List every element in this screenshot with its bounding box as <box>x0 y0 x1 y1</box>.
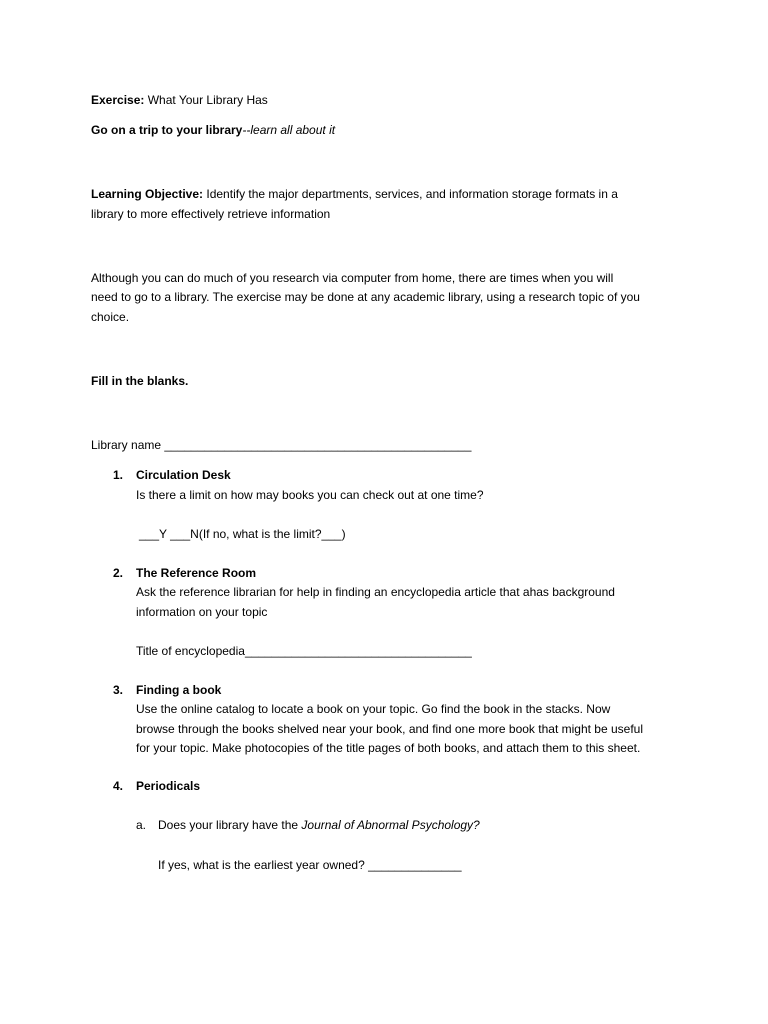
item-number-1: 1. <box>113 468 124 482</box>
objective-line-1 <box>91 186 618 202</box>
reference-text-2: information on your topic <box>136 605 268 619</box>
reference-room-heading: The Reference Room <box>136 566 257 580</box>
intro-line-3: choice. <box>91 310 130 324</box>
circulation-desk-heading: Circulation Desk <box>136 468 231 482</box>
item-number-2: 2. <box>113 566 124 580</box>
library-name-field: Library name ______________________________________________ <box>91 438 472 452</box>
intro-line-1: Although you can do much of you research via computer from home, there are times when you will <box>91 271 614 285</box>
reference-text-1: Ask the reference librarian for help in finding an encyclopedia article that ahas background <box>136 585 615 599</box>
circulation-answer-field: ___Y ___N(If no, what is the limit?___) <box>139 527 346 541</box>
finding-book-text-1: Use the online catalog to locate a book on your topic. Go find the book in the stacks. Now <box>136 702 611 716</box>
sub-item-letter-a: a. <box>136 818 147 832</box>
objective-label: Learning Objective: <box>91 187 204 201</box>
trip-line <box>91 122 335 138</box>
encyclopedia-title-field: Title of encyclopedia__________________________________ <box>136 644 472 658</box>
trip-tagline: --learn all about it <box>242 123 336 137</box>
finding-book-heading: Finding a book <box>136 683 222 697</box>
exercise-title: What Your Library Has <box>147 93 268 107</box>
periodicals-heading: Periodicals <box>136 779 201 793</box>
objective-text-1: Identify the major departments, services, and information storage formats in a <box>206 187 618 201</box>
item-number-3: 3. <box>113 683 124 697</box>
earliest-year-field: If yes, what is the earliest year owned? ______________ <box>158 858 462 872</box>
periodicals-question <box>158 817 480 833</box>
instruction: Fill in the blanks. <box>91 374 189 388</box>
objective-line-2: library to more effectively retrieve information <box>91 207 331 221</box>
exercise-title-line <box>91 92 268 108</box>
finding-book-text-2: browse through the books shelved near your book, and find one more book that might be useful <box>136 722 643 736</box>
item-number-4: 4. <box>113 779 124 793</box>
finding-book-text-3: for your topic. Make photocopies of the title pages of both books, and attach them to this sheet. <box>136 741 641 755</box>
journal-title: Journal of Abnormal Psychology? <box>301 818 480 832</box>
exercise-label: Exercise: <box>91 93 145 107</box>
trip-text: Go on a trip to your library <box>91 123 243 137</box>
circulation-question: Is there a limit on how may books you can check out at one time? <box>136 488 484 502</box>
intro-line-2: need to go to a library. The exercise may be done at any academic library, using a research topic of you <box>91 290 640 304</box>
periodicals-question-text: Does your library have the <box>158 818 302 832</box>
